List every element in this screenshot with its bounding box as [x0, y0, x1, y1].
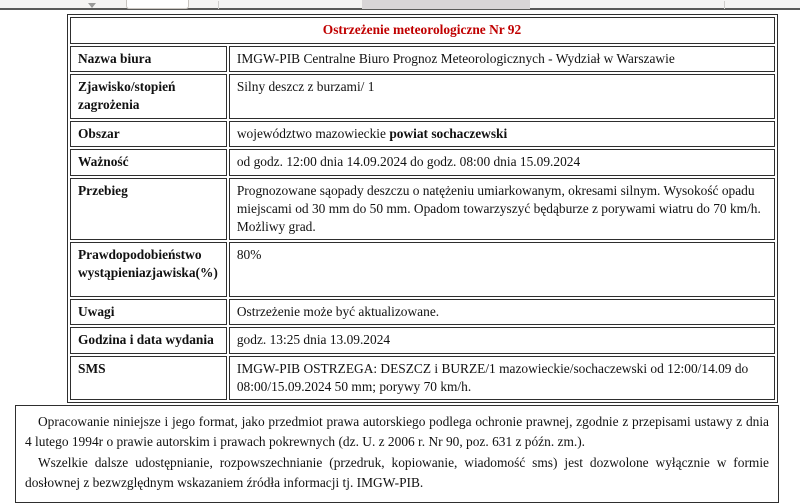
toolbar-separator: [218, 1, 219, 9]
row-label: Prawdopodobieństwo wystąpieniazjawiska(%): [70, 242, 227, 296]
copyright-paragraph-2: Wszelkie dalsze udostępnianie, rozpowszechnianie (przedruk, kopiowanie, wiadomość sms) jest dozwolone wyłącznie w formie dosłownej z bezwzględnym wskazaniem źródła informacji tj. IMGW-PIB.: [25, 454, 769, 490]
toolbar-strip: [0, 0, 800, 10]
row-value: IMGW-PIB Centralne Biuro Prognoz Meteorologicznych - Wydział w Warszawie: [229, 46, 775, 73]
row-label: SMS: [70, 356, 227, 400]
row-label: Uwagi: [70, 299, 227, 326]
copyright-box: [15, 405, 779, 502]
row-value: 80%: [229, 242, 775, 296]
toolbar-input-fragment[interactable]: [126, 0, 189, 9]
table-row: [70, 327, 775, 354]
warning-table-body: [70, 17, 775, 400]
dropdown-caret-icon[interactable]: [88, 3, 96, 8]
title-row: [70, 17, 775, 44]
row-value: Silny deszcz z burzami/ 1: [229, 74, 775, 118]
row-value: Ostrzeżenie może być aktualizowane.: [229, 299, 775, 326]
table-row: [70, 121, 775, 148]
toolbar-button-fragment[interactable]: [362, 0, 530, 9]
warning-table: [67, 14, 778, 403]
row-label: Godzina i data wydania: [70, 327, 227, 354]
row-value: województwo mazowieckie powiat sochaczewski: [229, 121, 775, 148]
copyright-paragraph-1: Opracowanie niniejsze i jego format, jako przedmiot prawa autorskiego podlega ochronie prawnej, zgodnie z przepisami ustawy z dnia 4 lutego 1994r o prawie autorskim i prawach pokrewnych (dz. U. z 2006 r. Nr 90, poz. 631 z późn. zm.).: [25, 414, 769, 450]
table-row: [70, 356, 775, 400]
row-value: Prognozowane sąopady deszczu o natężeniu umiarkowanym, okresami silnym. Wysokość opadu miejscami od 30 mm do 50 mm. Opadom towarzyszyć będąburze z porywami wiatru do 70 km/h. Możliwy grad.: [229, 178, 775, 240]
toolbar-separator: [724, 1, 725, 9]
row-label: Obszar: [70, 121, 227, 148]
row-value: godz. 13:25 dnia 13.09.2024: [229, 327, 775, 354]
table-row: [70, 299, 775, 326]
table-row: [70, 74, 775, 118]
table-row: [70, 178, 775, 240]
row-label: Ważność: [70, 149, 227, 176]
document-title: Ostrzeżenie meteorologiczne Nr 92: [70, 17, 775, 44]
table-row: [70, 242, 775, 296]
row-label: Zjawisko/stopień zagrożenia: [70, 74, 227, 118]
row-label: Nazwa biura: [70, 46, 227, 73]
row-value-bold: powiat sochaczewski: [389, 125, 508, 141]
row-value: IMGW-PIB OSTRZEGA: DESZCZ i BURZE/1 mazowieckie/sochaczewski od 12:00/14.09 do 08:00/15.09.2024 50 mm; porywy 70 km/h.: [229, 356, 775, 400]
row-value: od godz. 12:00 dnia 14.09.2024 do godz. 08:00 dnia 15.09.2024: [229, 149, 775, 176]
table-row: [70, 149, 775, 176]
table-row: [70, 46, 775, 73]
row-label: Przebieg: [70, 178, 227, 240]
